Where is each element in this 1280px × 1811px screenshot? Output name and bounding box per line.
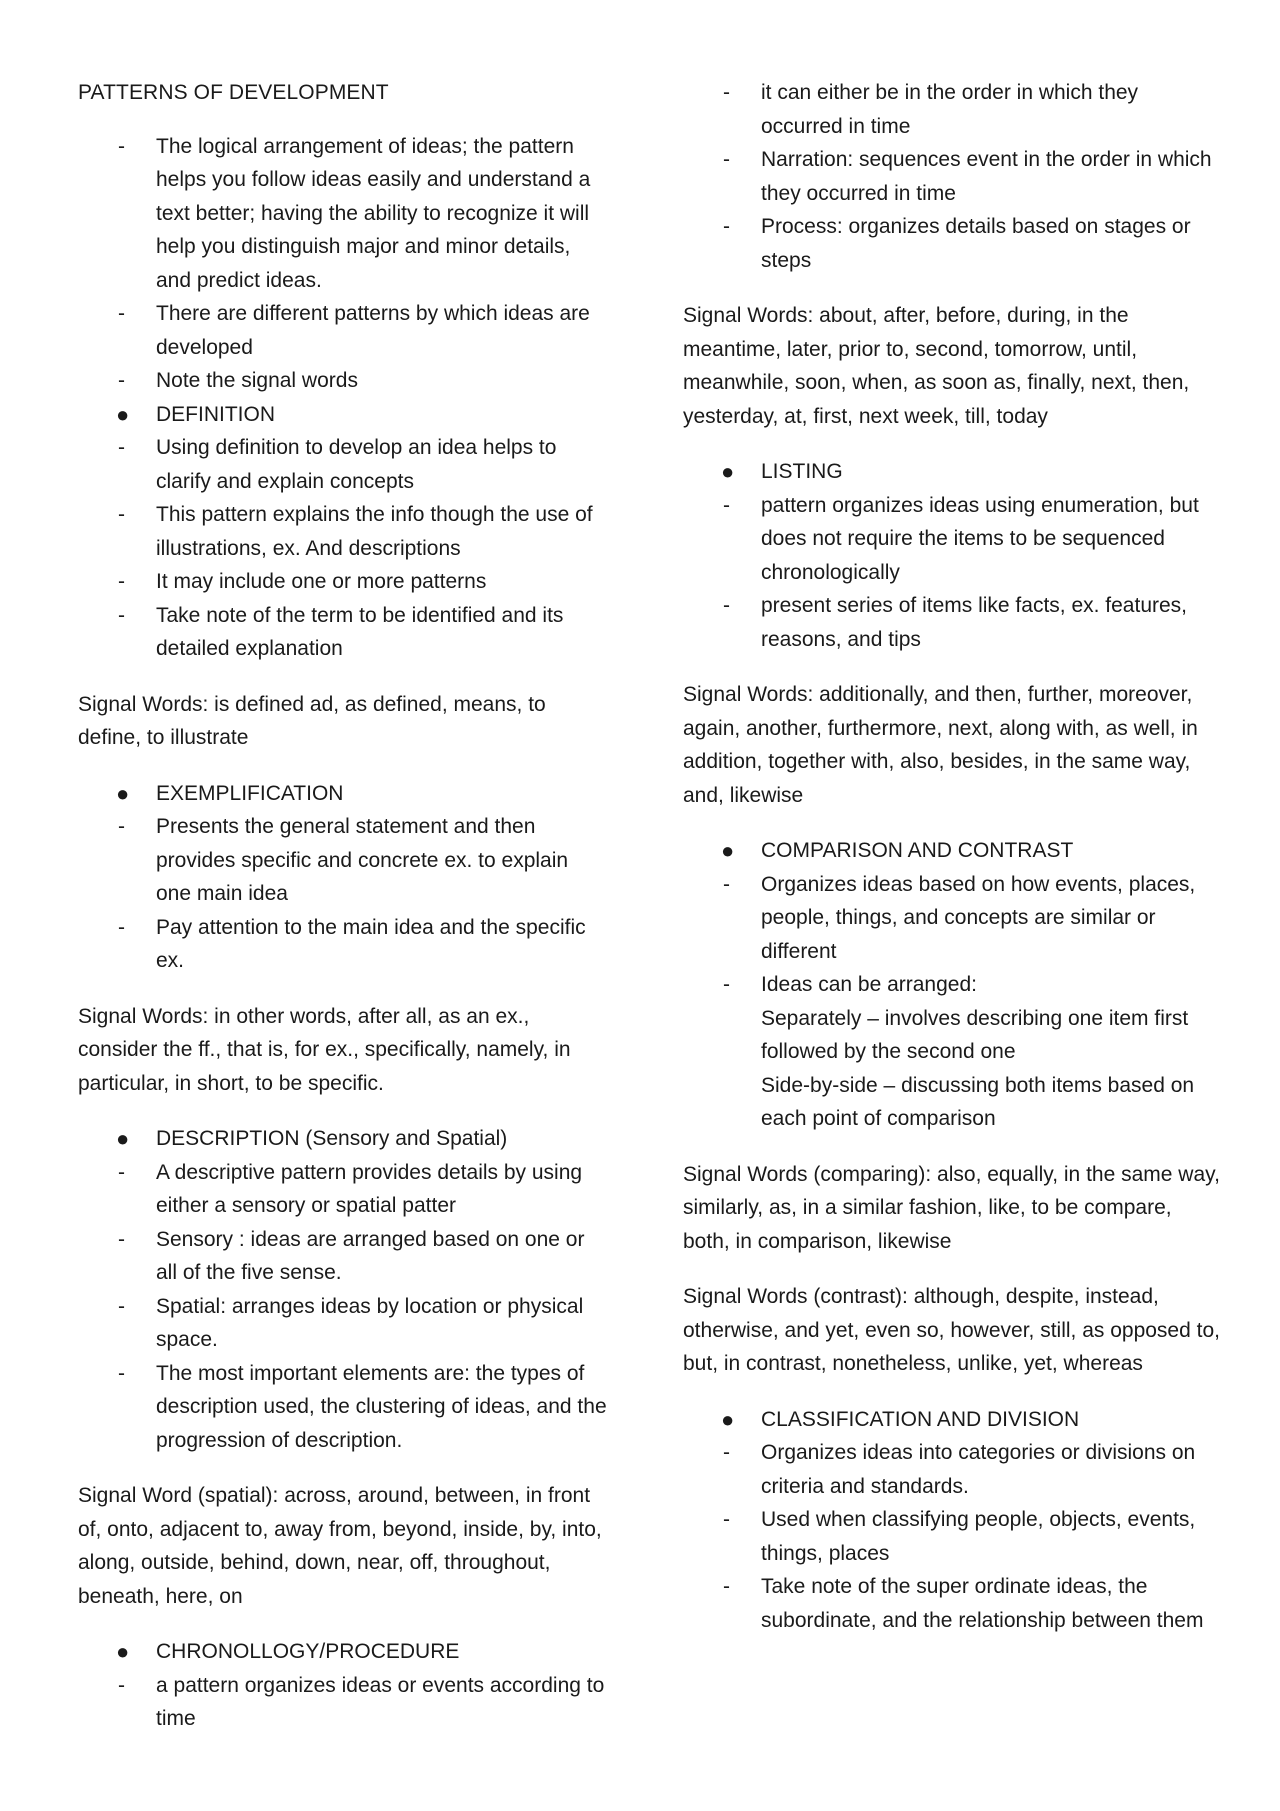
- list-item: - A descriptive pattern provides details by using either a sensory or spatial patter: [118, 1160, 583, 1217]
- right-column: [683, 76, 1223, 1637]
- listing-list: [683, 455, 1223, 656]
- signal-words-spatial: Signal Word (spatial): across, around, between, in front of, onto, adjacent to, away from, beyond, inside, by, into, along, outside, behind, down, near, off, throughout, beneath, here, on: [78, 1484, 602, 1608]
- bullet-marker: ●: [116, 401, 130, 427]
- list-item: - Organizes ideas into categories or divisions on criteria and standards.: [723, 1441, 1196, 1498]
- list-item: - a pattern organizes ideas or events according to time: [118, 1673, 605, 1730]
- list-item: - it can either be in the order in which they occurred in time: [723, 81, 1139, 138]
- dash-marker: -: [118, 134, 125, 158]
- arrangement-separately: Separately – involves describing one item first followed by the second one: [761, 1006, 1189, 1063]
- section-heading-chronology: ● CHRONOLLOGY/PROCEDURE: [116, 1639, 460, 1664]
- signal-words-definition: Signal Words: is defined ad, as defined, means, to define, to illustrate: [78, 692, 546, 749]
- list-item: - It may include one or more patterns: [118, 570, 487, 593]
- list-item: - The most important elements are: the types of description used, the clustering of ideas, and the progression of description.: [118, 1361, 607, 1452]
- signal-words-comparing: Signal Words (comparing): also, equally, in the same way, similarly, as, in a similar fashion, like, to be compare, both, in comparison, likewise: [683, 1162, 1220, 1253]
- list-item: - Spatial: arranges ideas by location or physical space.: [118, 1294, 584, 1351]
- list-item: - Organizes ideas based on how events, places, people, things, and concepts are similar or different: [723, 872, 1196, 963]
- section-heading-exemplification: ● EXEMPLIFICATION: [116, 780, 344, 806]
- list-item: - There are different patterns by which ideas are developed: [78, 297, 608, 364]
- section-heading-listing: ● LISTING: [721, 459, 843, 484]
- classification-list: [683, 1403, 1223, 1638]
- exemplification-list: [78, 777, 608, 978]
- left-column: [78, 76, 608, 1736]
- list-item: - Note the signal words: [78, 364, 608, 398]
- signal-words-chronology: Signal Words: about, after, before, during, in the meantime, later, prior to, second, tomorrow, until, meanwhile, soon, when, as soon as, finally, next, then, yesterday, at, first, next week, till, today: [683, 304, 1190, 428]
- intro-list: [78, 130, 608, 666]
- list-item: - Used when classifying people, objects, events, things, places: [723, 1508, 1196, 1565]
- dash-marker: -: [118, 302, 125, 325]
- list-item: - Narration: sequences event in the order in which they occurred in time: [723, 148, 1212, 205]
- signal-words-exemplification: Signal Words: in other words, after all, as an ex., consider the ff., that is, for ex., specifically, namely, in particular, in short, to be specific.: [78, 1004, 571, 1095]
- document-title: PATTERNS OF DEVELOPMENT: [78, 81, 389, 104]
- section-heading-comparison: ● COMPARISON AND CONTRAST: [721, 838, 1074, 863]
- signal-words-listing: Signal Words: additionally, and then, further, moreover, again, another, furthermore, next, along with, as well, in addition, together with, also, besides, in the same way, and, likewise: [683, 683, 1198, 807]
- description-list: [78, 1122, 608, 1457]
- list-item: - This pattern explains the info though the use of illustrations, ex. And descriptions: [118, 503, 593, 560]
- section-heading-description: ● DESCRIPTION (Sensory and Spatial): [116, 1126, 508, 1151]
- list-item: - Pay attention to the main idea and the specific ex.: [118, 915, 586, 972]
- list-item: - Ideas can be arranged: Separately – involves describing one item first followed by the second one Side-by-side – discussing both items based on each point of comparison: [683, 968, 1223, 1136]
- list-item: - Take note of the term to be identified and its detailed explanation: [118, 603, 564, 660]
- chronology-list: [78, 1635, 608, 1736]
- list-item: - Take note of the super ordinate ideas, the subordinate, and the relationship between them: [723, 1575, 1204, 1632]
- list-item: - Using definition to develop an idea helps to clarify and explain concepts: [118, 436, 557, 493]
- section-heading-classification: ● CLASSIFICATION AND DIVISION: [721, 1406, 1080, 1432]
- chronology-continued-list: [683, 76, 1223, 277]
- list-item: - pattern organizes ideas using enumeration, but does not require the items to be sequenced chronologically: [723, 493, 1199, 584]
- arrangement-side-by-side: Side-by-side – discussing both items based on each point of comparison: [761, 1073, 1195, 1130]
- list-item: - Presents the general statement and then provides specific and concrete ex. to explain one main idea: [118, 815, 569, 905]
- dash-marker: -: [118, 369, 125, 392]
- list-item: - The logical arrangement of ideas; the pattern helps you follow ideas easily and understand a text better; having the ability to recognize it will help you distinguish major and minor details, and predict ideas.: [78, 130, 608, 298]
- comparison-list: [683, 834, 1223, 1136]
- list-item: - Process: organizes details based on stages or steps: [723, 215, 1191, 272]
- signal-words-contrast: Signal Words (contrast): although, despite, instead, otherwise, and yet, even so, however, still, as opposed to, but, in contrast, nonetheless, unlike, yet, whereas: [683, 1285, 1220, 1375]
- section-heading-definition: ● DEFINITION: [78, 398, 608, 432]
- list-item: - present series of items like facts, ex. features, reasons, and tips: [723, 594, 1188, 651]
- list-item: - Sensory : ideas are arranged based on one or all of the five sense.: [118, 1227, 585, 1284]
